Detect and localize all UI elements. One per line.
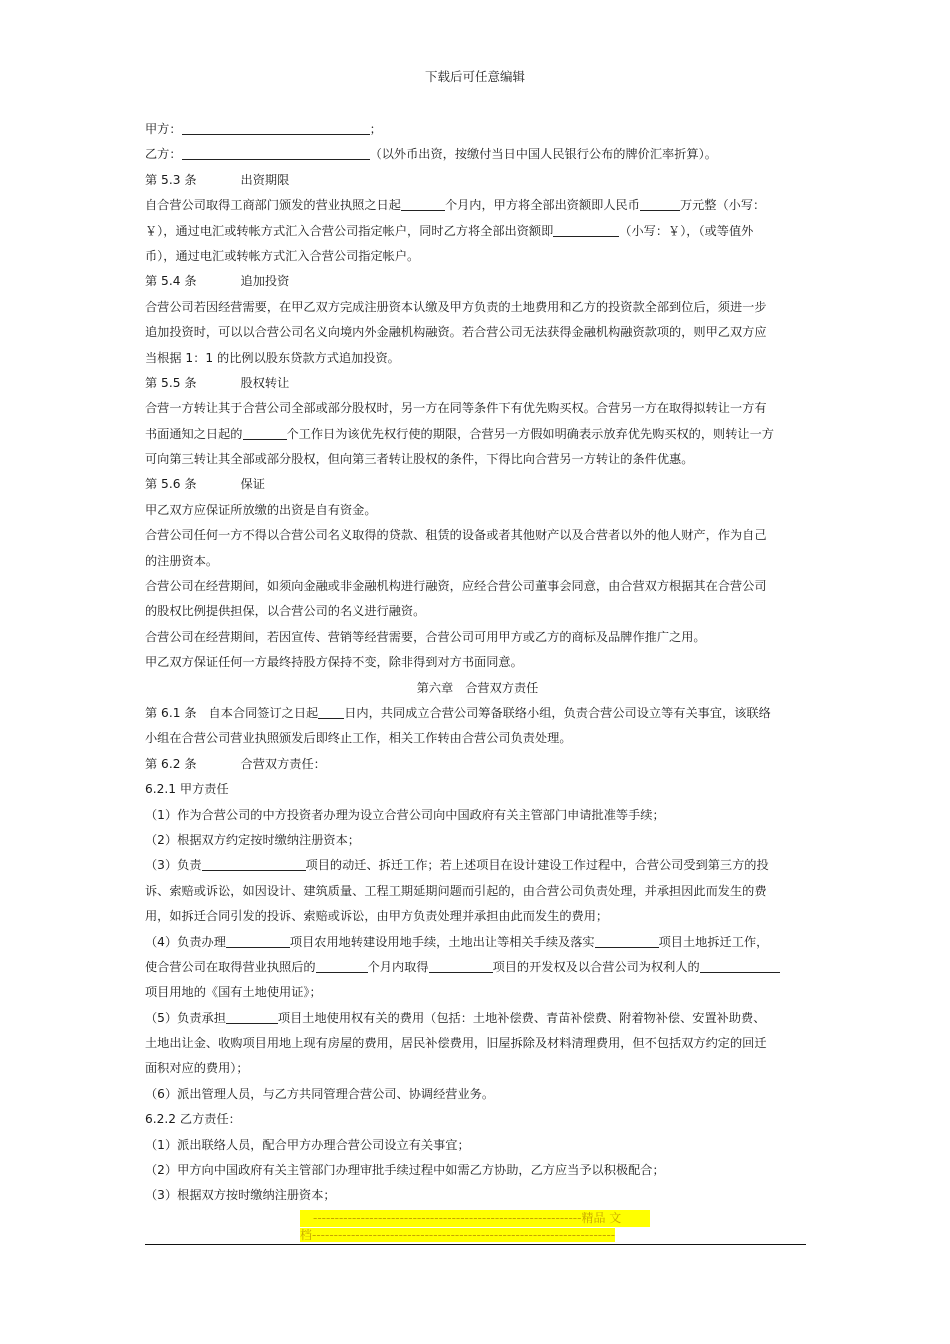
subsection-heading: 6.2.2 乙方责任： xyxy=(145,1112,241,1127)
paragraph-line: 的注册资本。 xyxy=(145,553,219,568)
clause-heading-6-2: 第 6.2 条 合营双方责任： xyxy=(145,756,326,771)
list-item: （4）负责办理 项目农用地转建设用地手续，土地出让等相关手续及落实 项目土地拆迁工作， xyxy=(145,934,769,949)
paragraph-line: 诉、索赔或诉讼，如因设计、建筑质量、工程工期延期问题而引起的，由合营公司负责处理，并承担因此而发生的费 xyxy=(145,883,767,898)
paragraph-line: 合营公司在经营期间，如须向金融或非金融机构进行融资，应经合营公司董事会同意，由合营双方根据其在合营公司 xyxy=(145,579,767,594)
list-item: （1）派出联络人员，配合甲方办理合营公司设立有关事宜； xyxy=(145,1137,470,1152)
paragraph-line: 合营公司若因经营需要，在甲乙双方完成注册资本认缴及甲方负责的土地费用和乙方的投资款全部到位后，须进一步 xyxy=(145,299,767,314)
paragraph-line: 书面通知之日起的 个工作日为该优先权行使的期限，合营另一方假如明确表示放弃优先购买权的，则转让一方 xyxy=(145,426,774,441)
paragraph-line: 使合营公司在取得营业执照后的 个月内取得 项目的开发权及以合营公司为权利人的 xyxy=(145,955,810,980)
paragraph-line: 自合营公司取得工商部门颁发的营业执照之日起 个月内，甲方将全部出资额即人民币 万元整（小写： xyxy=(145,198,766,213)
clause-heading-5-6: 第 5.6 条 保证 xyxy=(145,477,265,492)
paragraph-line: 面积对应的费用）； xyxy=(145,1061,249,1076)
party-a-line: 甲方： ； xyxy=(145,122,382,136)
blank-field xyxy=(182,145,370,160)
blank-field xyxy=(700,958,780,973)
clause-6-1-line: 第 6.1 条 自本合同签订之日起 日内，共同成立合营公司筹备联络小组，负责合营公司设立等有关事宜，该联络 xyxy=(145,705,771,720)
paragraph-line: 合营公司任何一方不得以合营公司名义取得的贷款、租赁的设备或者其他财产以及合营者以外的他人财产，作为自己 xyxy=(145,528,767,543)
blank-field xyxy=(226,1009,278,1024)
document-body xyxy=(145,117,810,1209)
paragraph-line: 的股权比例提供担保，以合营公司的名义进行融资。 xyxy=(145,604,426,619)
paragraph-line: 甲乙双方保证任何一方最终持股方保持不变，除非得到对方书面同意。 xyxy=(145,655,523,670)
blank-field xyxy=(243,425,287,440)
blank-field xyxy=(316,958,368,973)
paragraph-line: 当根据 1：1 的比例以股东贷款方式追加投资。 xyxy=(145,350,400,365)
list-item: （6）派出管理人员，与乙方共同管理合营公司、协调经营业务。 xyxy=(145,1086,495,1101)
list-item: （5）负责承担 项目土地使用权有关的费用（包括：土地补偿费、青苗补偿费、附着物补偿、安置补助费、 xyxy=(145,1010,766,1025)
clause-heading-5-5: 第 5.5 条 股权转让 xyxy=(145,375,290,390)
page-header: 下载后可任意编辑 xyxy=(424,69,525,84)
paragraph-line: 甲乙双方应保证所放缴的出资是自有资金。 xyxy=(145,502,377,517)
list-item: （2）甲方向中国政府有关主管部门办理审批手续过程中如需乙方协助，乙方应当予以积极配合； xyxy=(145,1163,665,1178)
blank-field xyxy=(401,196,445,211)
blank-field xyxy=(553,222,619,237)
footer-rule xyxy=(145,1244,806,1245)
chapter-title: 第六章 合营双方责任 xyxy=(416,680,539,695)
blank-field xyxy=(318,704,344,719)
paragraph-line: 用，如拆迁合同引发的投诉、索赔或诉讼，由甲方负责处理并承担由此而发生的费用； xyxy=(145,909,609,924)
footer-watermark: --------------------------------------------------------------精品 文 档---------------------------------------------------------------------- xyxy=(300,1210,650,1244)
party-b-line: 乙方： （以外币出资，按缴付当日中国人民银行公布的牌价汇率折算）。 xyxy=(145,147,717,162)
blank-field xyxy=(182,120,370,135)
blank-field xyxy=(226,933,290,948)
subsection-heading: 6.2.1 甲方责任 xyxy=(145,782,229,797)
clause-heading-5-3: 第 5.3 条 出资期限 xyxy=(145,172,290,187)
paragraph-line: 可向第三转让其全部或部分股权，但向第三者转让股权的条件，下得比向合营另一方转让的条件优惠。 xyxy=(145,452,694,467)
paragraph-line: 币），通过电汇或转帐方式汇入合营公司指定帐户。 xyxy=(145,248,420,263)
blank-field xyxy=(640,196,680,211)
clause-heading-5-4: 第 5.4 条 追加投资 xyxy=(145,274,290,289)
paragraph-line: 小组在合营公司营业执照颁发后即终止工作，相关工作转由合营公司负责处理。 xyxy=(145,731,572,746)
paragraph-line: 合营公司在经营期间，若因宣传、营销等经营需要，合营公司可用甲方或乙方的商标及品牌作推广之用。 xyxy=(145,629,706,644)
list-item: （1）作为合营公司的中方投资者办理为设立合营公司向中国政府有关主管部门申请批准等手续； xyxy=(145,807,665,822)
list-item: （3）负责 项目的动迁、拆迁工作；若上述项目在设计建设工作过程中，合营公司受到第三方的投 xyxy=(145,858,769,873)
paragraph-line: 项目用地的《国有土地使用证》； xyxy=(145,985,322,1000)
paragraph-line: 土地出让金、收购项目用地上现有房屋的费用，居民补偿费用，旧屋拆除及材料清理费用，但不包括双方约定的回迁 xyxy=(145,1036,767,1051)
list-item: （3）根据双方按时缴纳注册资本； xyxy=(145,1188,336,1203)
blank-field xyxy=(202,856,306,871)
list-item: （2）根据双方约定按时缴纳注册资本； xyxy=(145,832,360,847)
paragraph-line: 合营一方转让其于合营公司全部或部分股权时，另一方在同等条件下有优先购买权。合营另一方在取得拟转让一方有 xyxy=(145,401,767,416)
paragraph-line: 追加投资时，可以以合营公司名义向境内外金融机构融资。若合营公司无法获得金融机构融资款项的，则甲乙双方应 xyxy=(145,325,767,340)
blank-field xyxy=(429,958,493,973)
paragraph-line: ￥），通过电汇或转帐方式汇入合营公司指定帐户，同时乙方将全部出资额即 （小写：￥），（或等值外 xyxy=(145,223,754,238)
blank-field xyxy=(595,933,659,948)
